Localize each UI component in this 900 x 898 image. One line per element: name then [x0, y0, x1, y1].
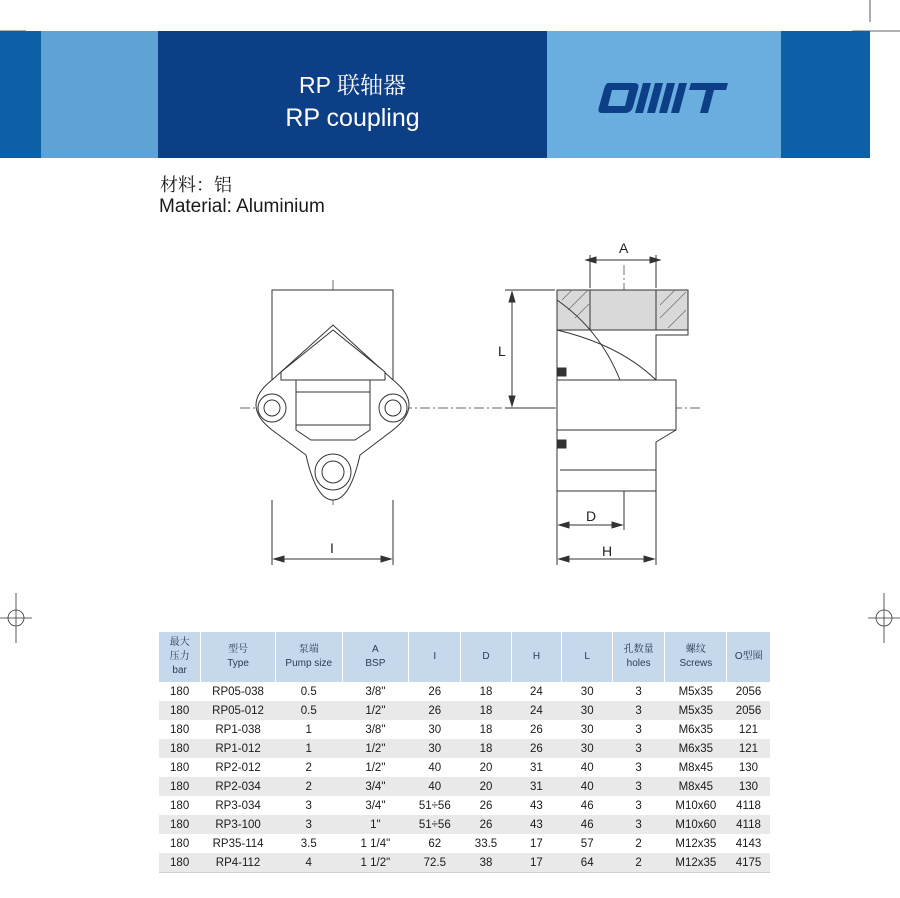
table-cell: 3/4" [342, 777, 409, 796]
table-cell: 3 [613, 815, 665, 834]
table-cell: 26 [409, 701, 461, 720]
table-cell: 26 [511, 739, 562, 758]
table-cell: 180 [170, 837, 190, 850]
crop-mark-right [860, 593, 900, 643]
table-cell: 4118 [736, 799, 761, 812]
table-body [159, 682, 771, 873]
table-cell: 121 [727, 739, 770, 758]
table-cell: 30 [562, 739, 613, 758]
table-cell: 40 [409, 777, 461, 796]
column-header [562, 632, 613, 682]
dim-d-label: D [586, 508, 597, 524]
table-cell: 4143 [735, 837, 762, 850]
column-header-line: L [584, 651, 590, 662]
table-cell: 3/4" [365, 799, 386, 812]
table-cell: 72.5 [409, 853, 461, 873]
table-cell: 18 [461, 701, 511, 720]
table-cell: 4175 [727, 853, 770, 873]
table-row [159, 701, 771, 720]
table-row [159, 796, 771, 815]
spec-table [158, 632, 770, 873]
column-header-line: Type [227, 658, 249, 669]
column-header-line: 型号 [228, 644, 249, 655]
table-cell: 121 [738, 723, 759, 736]
table-cell: 43 [511, 815, 562, 834]
table-cell: RP1-012 [201, 739, 276, 758]
table-cell: 51÷56 [409, 815, 461, 834]
table-cell: M12x35 [675, 837, 717, 850]
table-cell: 18 [479, 685, 493, 698]
column-header-line: holes [626, 658, 651, 669]
column-header [275, 632, 342, 682]
column-header-line: 螺纹 [685, 644, 706, 655]
table-row [159, 853, 771, 873]
table-cell: 46 [580, 799, 594, 812]
table-cell: RP05-038 [212, 685, 264, 698]
dim-l-label: L [498, 343, 506, 359]
table-row [159, 834, 771, 853]
table-cell: 51÷56 [418, 799, 451, 812]
table-cell: 26 [530, 723, 543, 736]
table-cell: 180 [159, 815, 201, 834]
column-header [201, 632, 276, 682]
column-header-line: D [482, 651, 490, 662]
table-cell: 3/8" [365, 685, 386, 698]
column-header-line: 压力 [169, 651, 190, 662]
table-cell: 0.5 [275, 701, 342, 720]
column-header-line: 孔数量 [623, 644, 654, 655]
table-header-row [159, 632, 771, 682]
table-row [159, 777, 771, 796]
table-cell: 2 [275, 777, 342, 796]
column-header [613, 632, 665, 682]
column-header-line: I [433, 651, 437, 662]
table-cell: 3.5 [300, 837, 317, 850]
table-cell: 130 [738, 761, 759, 774]
table-cell: 33.5 [474, 837, 498, 850]
table-cell: 20 [461, 777, 511, 796]
table-cell: 180 [170, 761, 190, 774]
table-cell: 2 [635, 837, 642, 850]
table-cell: 43 [530, 799, 543, 812]
table-cell: 30 [428, 723, 442, 736]
table-row [159, 682, 771, 701]
table-cell: 30 [562, 701, 613, 720]
table-cell: 26 [428, 685, 442, 698]
table-cell: 20 [479, 761, 493, 774]
table-cell: 40 [562, 777, 613, 796]
table-cell: RP3-100 [201, 815, 276, 834]
column-header [727, 632, 770, 682]
table-cell: 180 [170, 685, 190, 698]
table-cell: 26 [461, 815, 511, 834]
column-header-line: Screws [679, 658, 713, 669]
table-cell: 24 [511, 701, 562, 720]
table-cell: 57 [580, 837, 594, 850]
column-header-line: Pump size [285, 658, 333, 669]
table-row [159, 758, 771, 777]
table-cell: 17 [530, 837, 543, 850]
table-cell: M10x60 [665, 815, 727, 834]
table-cell: 3 [275, 815, 342, 834]
table-cell: 17 [511, 853, 562, 873]
dim-a-label: A [619, 240, 629, 256]
material-label-cn: 材料：铝 [160, 175, 232, 195]
table-cell: 2056 [735, 685, 762, 698]
table-cell: 1 [275, 739, 342, 758]
crop-mark-left [0, 593, 40, 643]
table-cell: 180 [159, 853, 201, 873]
column-header-line: BSP [365, 658, 386, 669]
table-row [159, 739, 771, 758]
table-cell: 3 [635, 761, 642, 774]
table-cell: 26 [479, 799, 493, 812]
table-cell: 3 [613, 777, 665, 796]
table-cell: RP05-012 [201, 701, 276, 720]
table-cell: 1" [342, 815, 409, 834]
column-header-line: H [532, 651, 541, 662]
title-english: RP coupling [285, 104, 420, 132]
dim-h-label: H [602, 543, 613, 559]
column-header [461, 632, 511, 682]
table-cell: 30 [409, 739, 461, 758]
column-header [665, 632, 727, 682]
table-cell: M8x45 [678, 761, 714, 774]
table-cell: 3/8" [365, 723, 386, 736]
column-header-line: A [372, 644, 379, 655]
table-cell: 2056 [727, 701, 770, 720]
table-cell: 1 1/2" [342, 853, 409, 873]
table-cell: RP2-012 [215, 761, 261, 774]
table-cell: 1 1/4" [360, 837, 391, 850]
table-cell: M10x60 [675, 799, 717, 812]
column-header [409, 632, 461, 682]
table-row [159, 815, 771, 834]
table-cell: 180 [159, 739, 201, 758]
table-cell: 3 [613, 701, 665, 720]
table-cell: 3 [305, 799, 312, 812]
table-cell: 18 [461, 739, 511, 758]
table-cell: 0.5 [300, 685, 317, 698]
table-cell: 3 [635, 799, 642, 812]
table-cell: 24 [530, 685, 543, 698]
table-cell: 1/2" [342, 739, 409, 758]
table-cell: 1/2" [342, 701, 409, 720]
table-cell: 3 [613, 739, 665, 758]
column-header [511, 632, 562, 682]
table-cell: 62 [428, 837, 442, 850]
table-cell: 30 [580, 685, 594, 698]
dim-i-label: I [330, 540, 334, 556]
table-cell: 2 [613, 853, 665, 873]
column-header [342, 632, 409, 682]
table-cell: RP4-112 [201, 853, 276, 873]
table-cell: M5x35 [678, 685, 714, 698]
table-cell: 31 [530, 761, 543, 774]
table-cell: 64 [562, 853, 613, 873]
title-chinese: RP 联轴器 [299, 72, 406, 98]
table-cell: 18 [479, 723, 493, 736]
table-cell: 1 [305, 723, 312, 736]
table-cell: 2 [305, 761, 312, 774]
table-cell: 180 [170, 723, 190, 736]
table-cell: M6x35 [665, 739, 727, 758]
column-header-line: O型圈 [734, 651, 763, 662]
table-cell: M5x35 [665, 701, 727, 720]
table-cell: 1/2" [365, 761, 386, 774]
table-cell: 31 [511, 777, 562, 796]
table-cell: M6x35 [678, 723, 714, 736]
table-cell: RP1-038 [215, 723, 261, 736]
table-cell: 3 [635, 723, 642, 736]
table-cell: 40 [580, 761, 594, 774]
table-cell: M12x35 [665, 853, 727, 873]
table-cell: RP2-034 [201, 777, 276, 796]
table-cell: 30 [580, 723, 594, 736]
table-cell: 46 [562, 815, 613, 834]
table-cell: 180 [159, 777, 201, 796]
table-cell: 130 [727, 777, 770, 796]
table-cell: 40 [428, 761, 442, 774]
material-label-en: Material: Aluminium [159, 196, 325, 217]
table-cell: 38 [461, 853, 511, 873]
table-cell: 4 [275, 853, 342, 873]
column-header-line: 泵端 [298, 644, 319, 655]
table-cell: RP35-114 [212, 837, 264, 850]
table-cell: 4118 [727, 815, 770, 834]
table-row [159, 720, 771, 739]
column-header-line: 最大 [169, 637, 190, 648]
table-cell: 3 [635, 685, 642, 698]
column-header-line: bar [172, 665, 187, 676]
table-cell: 180 [170, 799, 190, 812]
table-cell: M8x45 [665, 777, 727, 796]
table-cell: 180 [159, 701, 201, 720]
table-cell: RP3-034 [215, 799, 261, 812]
column-header [159, 632, 201, 682]
